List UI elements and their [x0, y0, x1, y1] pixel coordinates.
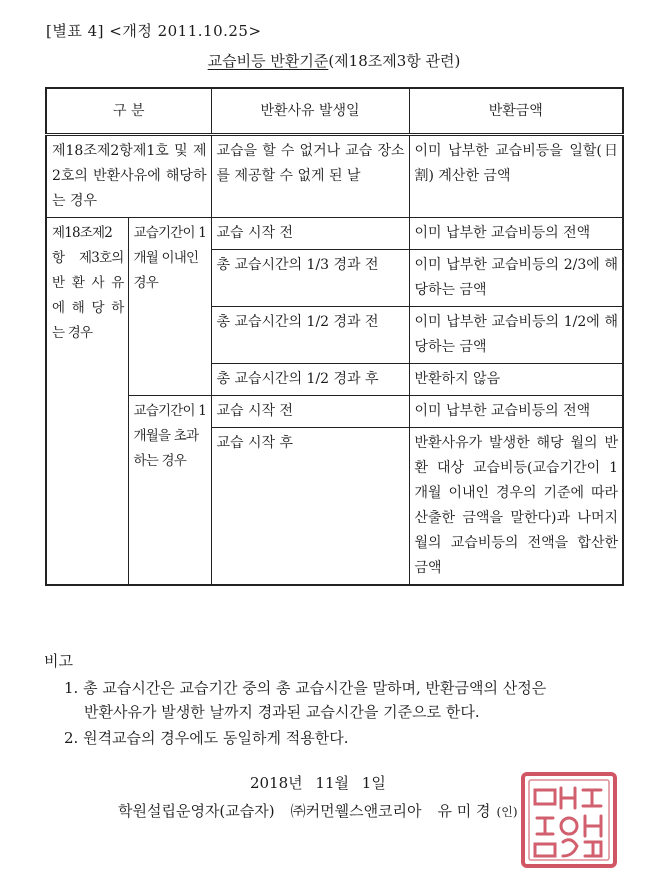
remark-item-1: 1. 총 교습시간은 교습기간 중의 총 교습시간을 말하며, 반환금액의 산정은	[64, 679, 547, 697]
group2-category: 제18조제2항 제3호의 반 환 사 유 에 해 당 하 는 경우	[46, 218, 128, 586]
header-amount: 반환금액	[409, 88, 623, 135]
remark-item-2: 2. 원격교습의 경우에도 동일하게 적용한다.	[64, 729, 349, 747]
sub2-occurrence-2: 교습 시작 후	[211, 428, 409, 586]
sub1-amount-2: 이미 납부한 교습비등의 2/3에 해당하는 금액	[409, 250, 623, 307]
header-occurrence: 반환사유 발생일	[211, 88, 409, 135]
signer-name: 유 미 경	[437, 802, 491, 820]
company-name: ㈜커먼웰스앤코리아	[290, 802, 422, 820]
remark-item-1-cont: 반환사유가 발생한 날까지 경과된 교습시간을 기준으로 한다.	[84, 703, 480, 721]
row1-occurrence: 교습을 할 수 없거나 교습 장소를 제공할 수 없게 된 날	[211, 135, 409, 218]
sub2-label: 교습기간이 1 개월을 초과 하는 경우	[128, 396, 211, 586]
row1-amount: 이미 납부한 교습비등을 일할(日割) 계산한 금액	[409, 135, 623, 218]
title-reference: (제18조제3항 관련)	[328, 52, 461, 70]
sub2-amount-2: 반환사유가 발생한 해당 월의 반환 대상 교습비등(교습기간이 1개월 이내인 경우의 기준에 따라 산출한 금액을 말한다)과 나머지 월의 교습비등의 전액을 합산한 금액	[409, 428, 623, 586]
remarks-section	[44, 649, 546, 750]
annex-tag: [별표 4] <개정 2011.10.25>	[46, 22, 262, 40]
sub1-amount-4: 반환하지 않음	[409, 364, 623, 396]
sub1-occurrence-3: 총 교습시간의 1/2 경과 전	[211, 307, 409, 364]
refund-criteria-table	[45, 87, 624, 586]
table-row	[46, 218, 623, 250]
sub2-occurrence-1: 교습 시작 전	[211, 396, 409, 428]
document-title	[0, 50, 668, 71]
seal-mark: (인)	[496, 805, 518, 819]
remarks-label: 비고	[44, 652, 73, 670]
table-row	[46, 135, 623, 218]
row1-category: 제18조제2항제1호 및 제2호의 반환사유에 해당하는 경우	[46, 135, 211, 218]
sub2-amount-1: 이미 납부한 교습비등의 전액	[409, 396, 623, 428]
sub1-occurrence-1: 교습 시작 전	[211, 218, 409, 250]
header-category: 구 분	[46, 88, 211, 135]
sub1-occurrence-2: 총 교습시간의 1/3 경과 전	[211, 250, 409, 307]
table-row	[46, 396, 623, 428]
table-header-row	[46, 88, 623, 135]
sub1-label: 교습기간이 1 개월 이내인 경우	[128, 218, 211, 396]
sub1-occurrence-4: 총 교습시간의 1/2 경과 후	[211, 364, 409, 396]
sub1-amount-1: 이미 납부한 교습비등의 전액	[409, 218, 623, 250]
signature-date: 2018년 11월 1일	[250, 774, 386, 792]
signature-line	[118, 800, 518, 821]
red-seal-stamp-icon	[519, 770, 619, 870]
signer-role: 학원설립운영자(교습자)	[118, 802, 275, 820]
sub1-amount-3: 이미 납부한 교습비등의 1/2에 해당하는 금액	[409, 307, 623, 364]
title-main: 교습비등 반환기준	[207, 52, 329, 70]
